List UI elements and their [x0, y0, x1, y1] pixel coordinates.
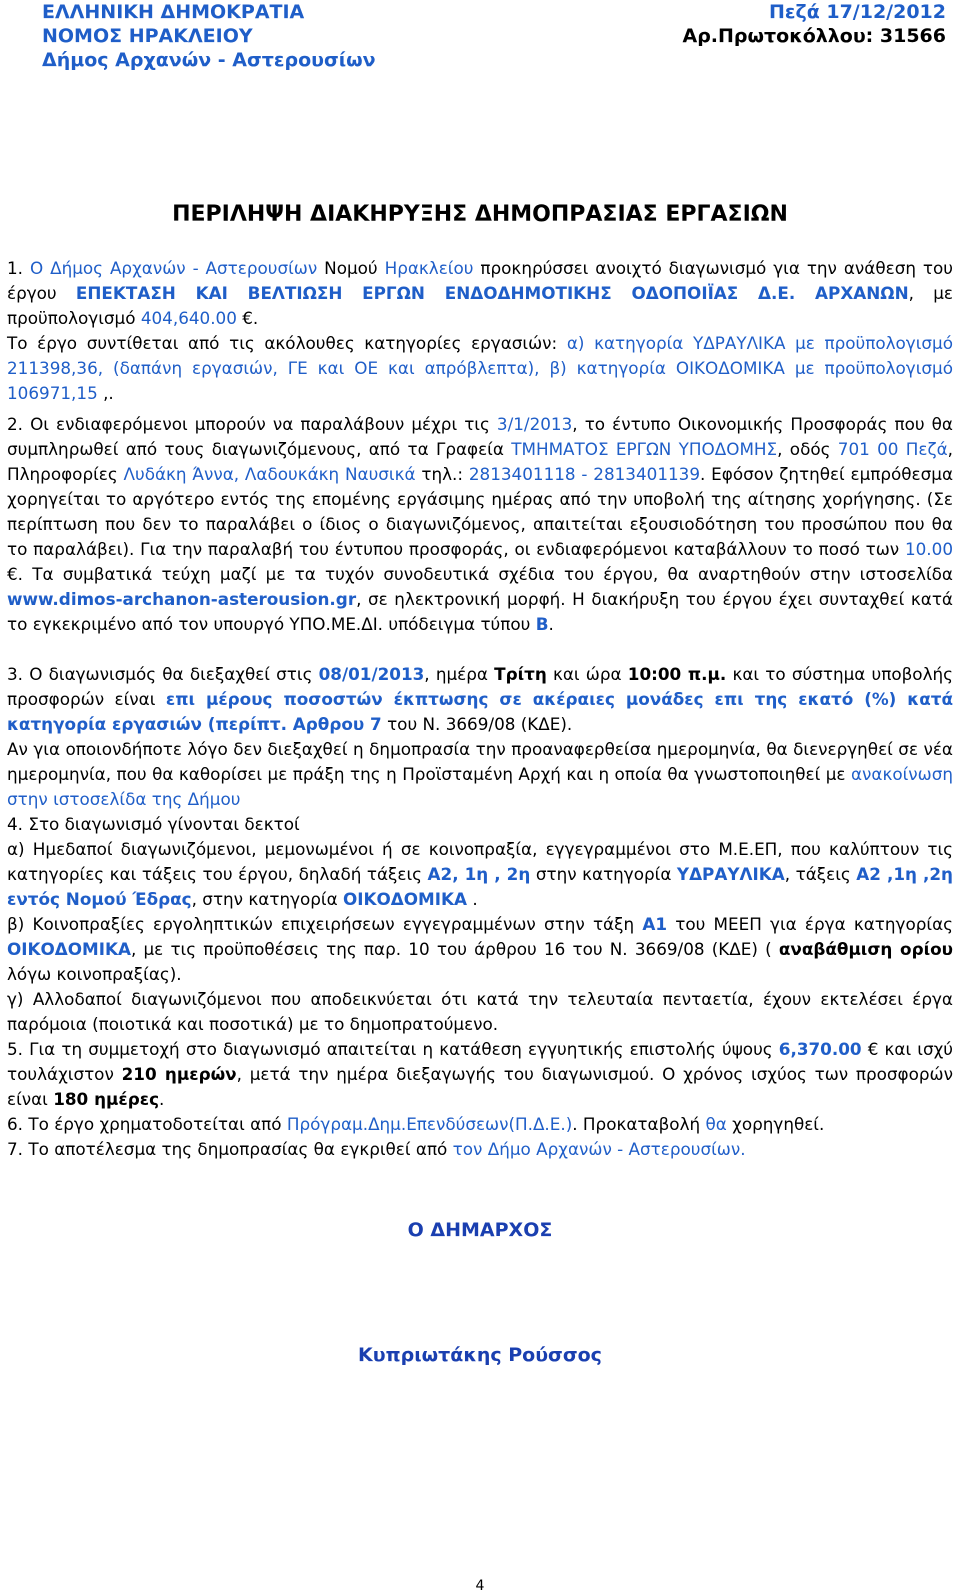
p5-days: 210 ημερών — [121, 1064, 237, 1084]
p4b-text: του ΜΕΕΠ για έργα κατηγορίας — [667, 914, 953, 934]
paragraph-7 — [7, 1137, 953, 1162]
p4a-text: , τάξεις — [784, 864, 857, 884]
p2-text: . Εφόσον ζητηθεί εμπρόθεσμα χορηγείται το αργότερο εντός της επομένης εργάσιμης ημέρας από την υποβολή της αίτησης χορήγησης. (Σε περίπτωση που δεν το παραλάβει ο ίδιος ο διαγωνιζόμενος, απαιτείται εξουσιοδότηση του προσώπου που θα το παραλάβει). Για την παραλαβή του έντυπου προσφοράς, οι ενδιαφερόμενοι καταβάλλουν το ποσό των — [7, 464, 954, 559]
paragraph-1 — [7, 256, 953, 331]
header-municipality: Δήμος Αρχανών - Αστερουσίων — [42, 49, 376, 71]
p1-text: €. — [236, 308, 259, 328]
paragraph-3b — [7, 737, 953, 812]
p5-text: 5. Για τη συμμετοχή στο διαγωνισμό απαιτείται η κατάθεση εγγυητικής επιστολής ύψους — [7, 1039, 779, 1059]
p3-text: του Ν. 3669/08 (ΚΔΕ). — [381, 714, 573, 734]
p2-text: Οι ενδιαφερόμενοι μπορούν να παραλάβουν μέχρι τις — [30, 414, 497, 434]
p3-system: επι μέρους ποσοστών έκπτωσης σε ακέραιες μονάδες επι της εκατό (%) κατά κατηγορία εργασιών (περίπτ. Αρθρου 7 — [7, 689, 954, 734]
p4a-text: . — [466, 889, 478, 909]
paragraph-4b — [7, 912, 953, 987]
paragraph-4-title: 4. Στο διαγωνισμό γίνονται δεκτοί — [7, 814, 300, 834]
page-number: 4 — [475, 1578, 485, 1594]
p6-text: . Προκαταβολή — [572, 1114, 706, 1134]
header-prefecture: ΝΟΜΟΣ ΗΡΑΚΛΕΙΟΥ — [42, 25, 253, 47]
p2-text: , σε ηλεκτρονική μορφή. Η διακήρυξη του έργου έχει συνταχθεί κατά το εγκεκριμένο από τον υπουργό ΥΠΟ.ΜΕ.ΔΙ. υπόδειγμα τύπου — [7, 589, 953, 634]
p2-contact: Λυδάκη Άννα, Λαδουκάκη Ναυσικά — [123, 464, 416, 484]
header-right — [526, 0, 946, 48]
p2-num: 2. — [7, 414, 31, 434]
paragraph-5 — [7, 1037, 953, 1112]
website-link[interactable]: www.dimos-archanon-asterousion.gr — [7, 589, 357, 609]
header-republic: ΕΛΛΗΝΙΚΗ ΔΗΜΟΚΡΑΤΙΑ — [42, 1, 305, 23]
paragraph-2 — [7, 412, 953, 637]
p1b-text: προϋπολογισμό 211398,36, (δαπάνη εργασιών, ΓΕ και ΟΕ και απρόβλεπτα), — [7, 333, 953, 378]
p2-text: , οδός — [777, 439, 838, 459]
p4a-category-building: ΟΙΚΟΔΟΜΙΚΑ — [343, 889, 467, 909]
p5-text: , μετά την ημέρα διεξαγωγής του διαγωνισμού. Ο χρόνος ισχύος των προσφορών είναι — [7, 1064, 953, 1109]
header-left — [42, 0, 462, 72]
p2-text: , Πληροφορίες — [7, 439, 954, 484]
p1-num: 1. — [7, 258, 30, 278]
p2-type: Β — [535, 614, 549, 634]
p1-project: ΕΠΕΚΤΑΣΗ ΚΑΙ ΒΕΛΤΙΩΣΗ ΕΡΓΩΝ ΕΝΔΟΔΗΜΟΤΙΚΗΣ ΟΔΟΠΟΙΪΑΣ Δ.Ε. ΑΡΧΑΝΩΝ — [75, 283, 909, 303]
p3-day: Τρίτη — [494, 664, 547, 684]
header-date: Πεζά 17/12/2012 — [768, 1, 946, 23]
p4b-text: , με τις προϋποθέσεις της παρ. 10 του άρθρου 16 του Ν. 3669/08 (ΚΔΕ) ( — [130, 939, 779, 959]
p3-text: , ημέρα — [424, 664, 495, 684]
p2-fee: 10.00 — [904, 539, 953, 559]
p6-tha: θα — [705, 1114, 727, 1134]
document-body — [7, 256, 953, 1162]
p4a-classes-2: Α2 ,1η ,2η εντός Νομού Έδρας — [7, 864, 953, 909]
p2-text: . — [548, 614, 554, 634]
p7-text: 7. Το αποτέλεσμα της δημοπρασίας θα εγκριθεί από — [7, 1139, 453, 1159]
p4b-text: λόγω κοινοπραξίας). — [7, 964, 182, 984]
p4a-text: , στην κατηγορία — [191, 889, 344, 909]
p1b-cat-a: α) κατηγορία ΥΔΡΑΥΛΙΚΑ με — [566, 333, 815, 353]
p5-text: . — [159, 1089, 165, 1109]
p3-num: 3. — [7, 664, 30, 684]
paragraph-4c: γ) Αλλοδαποί διαγωνιζόμενοι που αποδεικνύεται ότι κατά την τελευταία πενταετία, έχουν εκτελέσει έργα παρόμοια (ποιοτικά και ποσοτικά) με το δημοπρατούμενο. — [7, 989, 953, 1034]
p5-text: € και ισχύ τουλάχιστον — [7, 1039, 953, 1084]
p4b-text: β) Κοινοπραξίες εργοληπτικών επιχειρήσεων εγγεγραμμένων στην τάξη — [7, 914, 643, 934]
p5-offer-days: 180 ημέρες — [53, 1089, 160, 1109]
p3-date: 08/01/2013 — [318, 664, 425, 684]
mayor-name: Κυπριωτάκης Ρούσσος — [358, 1344, 602, 1366]
p3-text: Αν για οποιονδήποτε λόγο δεν διεξαχθεί η δημοπρασία την προαναφερθείσα ημερομηνία, θα διενεργηθεί σε νέα ημερομηνία, που θα καθορίσει με πράξη της η Προϊσταμένη Αρχή και η οποία θα γνωστοποιηθεί με — [7, 739, 953, 784]
p3-text: και ώρα — [546, 664, 628, 684]
p1-prefecture: Ηρακλείου — [384, 258, 474, 278]
p3-time: 10:00 π.μ. — [627, 664, 727, 684]
p1-municipality: Ο Δήμος Αρχανών - Αστερουσίων — [29, 258, 318, 278]
p2-text: , το έντυπο Οικονομικής Προσφοράς που θα συμπληρωθεί από τους διαγωνιζόμενους, από τα Γραφεία — [7, 414, 953, 459]
p1-budget: 404,640.00 — [140, 308, 237, 328]
p2-office: ΤΜΗΜΑΤΟΣ ΕΡΓΩΝ ΥΠΟΔΟΜΗΣ — [511, 439, 778, 459]
p4b-category: ΟΙΚΟΔΟΜΙΚΑ — [7, 939, 131, 959]
paragraph-6 — [7, 1112, 953, 1137]
paragraph-1b — [7, 331, 953, 406]
p6-source: Πρόγραμ.Δημ.Επενδύσεων(Π.Δ.Ε.) — [286, 1114, 573, 1134]
p7-approver: τον Δήμο Αρχανών - Αστερουσίων. — [452, 1139, 746, 1159]
p4a-text: στην κατηγορία — [530, 864, 677, 884]
p4a-category-hydraulic: ΥΔΡΑΥΛΙΚΑ — [676, 864, 785, 884]
p2-text: €. Τα συμβατικά τεύχη μαζί με τα τυχόν συνοδευτικά σχέδια του έργου, θα αναρτηθούν στην ιστοσελίδα — [7, 564, 953, 584]
paragraph-4a — [7, 837, 953, 912]
p5-amount: 6,370.00 — [778, 1039, 862, 1059]
p6-text: 6. Το έργο χρηματοδοτείται από — [7, 1114, 287, 1134]
p6-text: χορηγηθεί. — [726, 1114, 825, 1134]
p1b-text: ,. — [97, 383, 114, 403]
p1b-text: Το έργο συντίθεται από τις ακόλουθες κατηγορίες εργασιών: — [7, 333, 567, 353]
page-title: ΠΕΡΙΛΗΨΗ ΔΙΑΚΗΡΥΞΗΣ ΔΗΜΟΠΡΑΣΙΑΣ ΕΡΓΑΣΙΩΝ — [172, 202, 788, 227]
p1-text: Νομού — [317, 258, 385, 278]
p2-text: τηλ.: — [415, 464, 469, 484]
p1-text: προκηρύσσει ανοιχτό διαγωνισμό για την ανάθεση του έργου — [7, 258, 953, 303]
header-protocol: Αρ.Πρωτοκόλλου: 31566 — [682, 25, 946, 47]
p3-text: και το σύστημα υποβολής προσφορών είναι — [7, 664, 953, 709]
p4b-upgrade: αναβάθμιση ορίου — [778, 939, 954, 959]
p2-phones: 2813401118 - 2813401139 — [468, 464, 701, 484]
p4a-text: α) Ημεδαποί διαγωνιζόμενοι, μεμονωμένοι ή σε κοινοπραξία, εγγεγραμμένοι στο Μ.Ε.ΕΠ, που καλύπτουν τις κατηγορίες και τάξεις του έργου, δηλαδή τάξεις — [7, 839, 953, 884]
paragraph-3 — [7, 662, 953, 737]
p1b-cat-b: β) κατηγορία ΟΙΚΟΔΟΜΙΚΑ με προϋπολογισμό 106971,15 — [7, 358, 953, 403]
p2-address: 701 00 Πεζά — [837, 439, 948, 459]
p1-text: , με προϋπολογισμό — [7, 283, 953, 328]
p2-date: 3/1/2013 — [496, 414, 573, 434]
p3-text: Ο διαγωνισμός θα διεξαχθεί στις — [29, 664, 319, 684]
p3-notice: ανακοίνωση στην ιστοσελίδα της Δήμου — [7, 764, 953, 809]
p4b-class: Α1 — [642, 914, 667, 934]
mayor-title: Ο ΔΗΜΑΡΧΟΣ — [407, 1219, 553, 1241]
p4a-classes: Α2, 1η , 2η — [427, 864, 531, 884]
